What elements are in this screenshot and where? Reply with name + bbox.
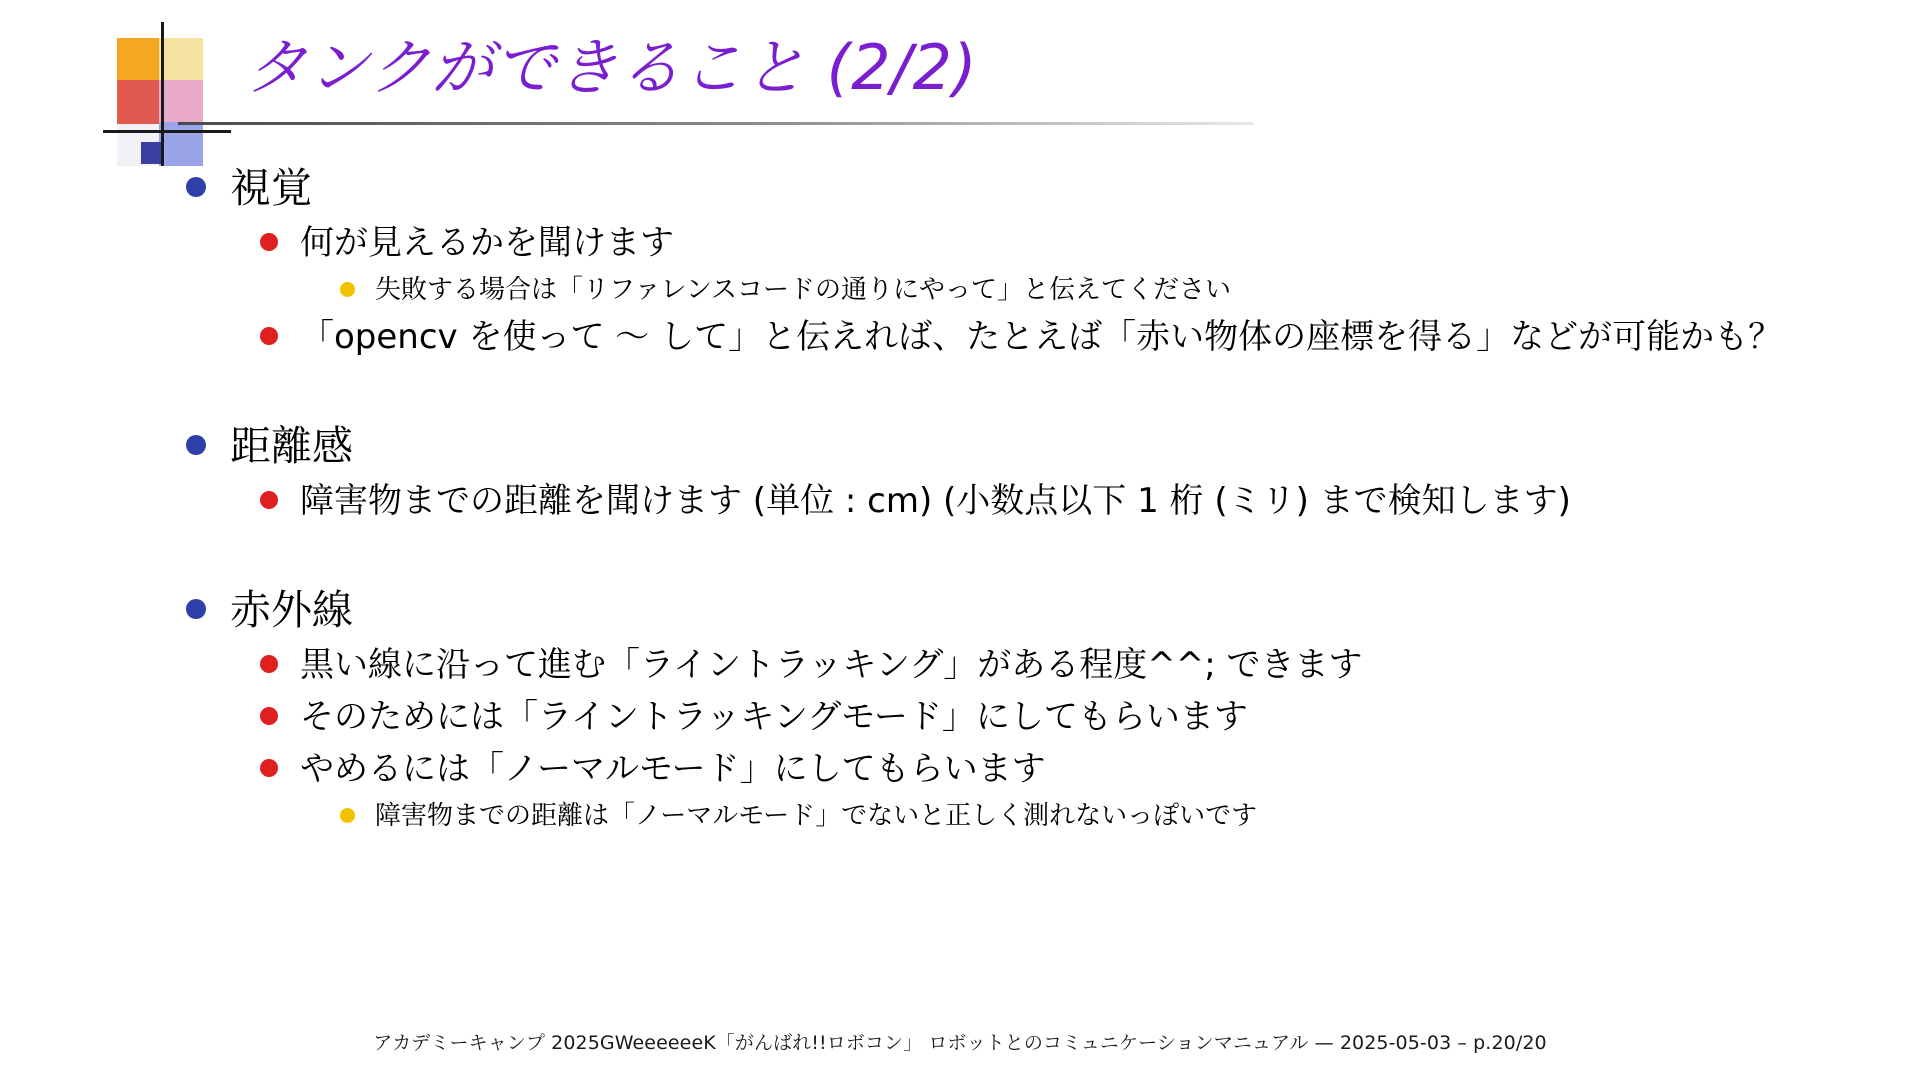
list-subitem [340, 796, 1920, 836]
list-item [260, 218, 1920, 268]
bullet-level2-icon [260, 707, 278, 725]
logo-mark [103, 22, 231, 166]
section-heading-label: 赤外線 [230, 586, 353, 634]
bullet-level3-icon [340, 808, 355, 823]
list-subitem-label: 失敗する場合は「リファレンスコードの通りにやって」と伝えてください [375, 275, 1232, 305]
logo-square-pink [159, 80, 203, 124]
logo-vertical-line [161, 22, 164, 166]
section-heading-label: 視覚 [230, 164, 312, 212]
bullet-level2-icon [260, 233, 278, 251]
bullet-level2-icon [260, 327, 278, 345]
bullet-level1-icon [186, 177, 206, 197]
bullet-level1-icon [186, 435, 206, 455]
title-divider [178, 122, 1253, 125]
section-heading [186, 582, 1920, 638]
list-item [260, 692, 1920, 742]
spacer [0, 364, 1920, 418]
bullet-level2-icon [260, 655, 278, 673]
logo-square-red [117, 80, 161, 124]
bullet-level3-icon [340, 282, 355, 297]
page-title: タンクができること (2/2) [245, 31, 978, 104]
logo-square-orange [117, 38, 161, 82]
bullet-level2-icon [260, 491, 278, 509]
logo-square-yellow [159, 38, 203, 82]
list-item [260, 744, 1920, 794]
slide-footer: アカデミーキャンプ 2025GWeeeeeeK「がんばれ!!ロボコン」 ロボットとのコミュニケーションマニュアル — 2025-05-03 – p.20/20 [373, 1032, 1547, 1054]
list-item [260, 312, 1920, 362]
list-item [260, 640, 1920, 690]
list-subitem-label: 障害物までの距離は「ノーマルモード」でないと正しく測れないっぽいです [375, 801, 1258, 831]
bullet-level2-icon [260, 759, 278, 777]
list-item-label: そのためには「ライントラッキングモード」にしてもらいます [300, 697, 1248, 737]
bullet-level1-icon [186, 599, 206, 619]
section-heading [186, 418, 1920, 474]
list-subitem [340, 270, 1920, 310]
list-item-label: 何が見えるかを聞けます [300, 223, 674, 263]
list-item-label: 黒い線に沿って進む「ライントラッキング」がある程度^^; できます [300, 645, 1363, 685]
list-item-label: やめるには「ノーマルモード」にしてもらいます [300, 749, 1046, 789]
logo-horizontal-line [103, 130, 231, 133]
section-heading-label: 距離感 [230, 422, 353, 470]
spacer [0, 528, 1920, 582]
list-item [260, 476, 1920, 526]
list-item-label: 「opencv を使って 〜 して」と伝えれば、たとえば「赤い物体の座標を得る」などが可能かも？ [300, 317, 1783, 357]
list-item-label: 障害物までの距離を聞けます (単位 : cm) (小数点以下 1 桁 (ミリ) まで検知します) [300, 481, 1571, 521]
section-heading [186, 160, 1920, 216]
slide-content [0, 160, 1920, 838]
